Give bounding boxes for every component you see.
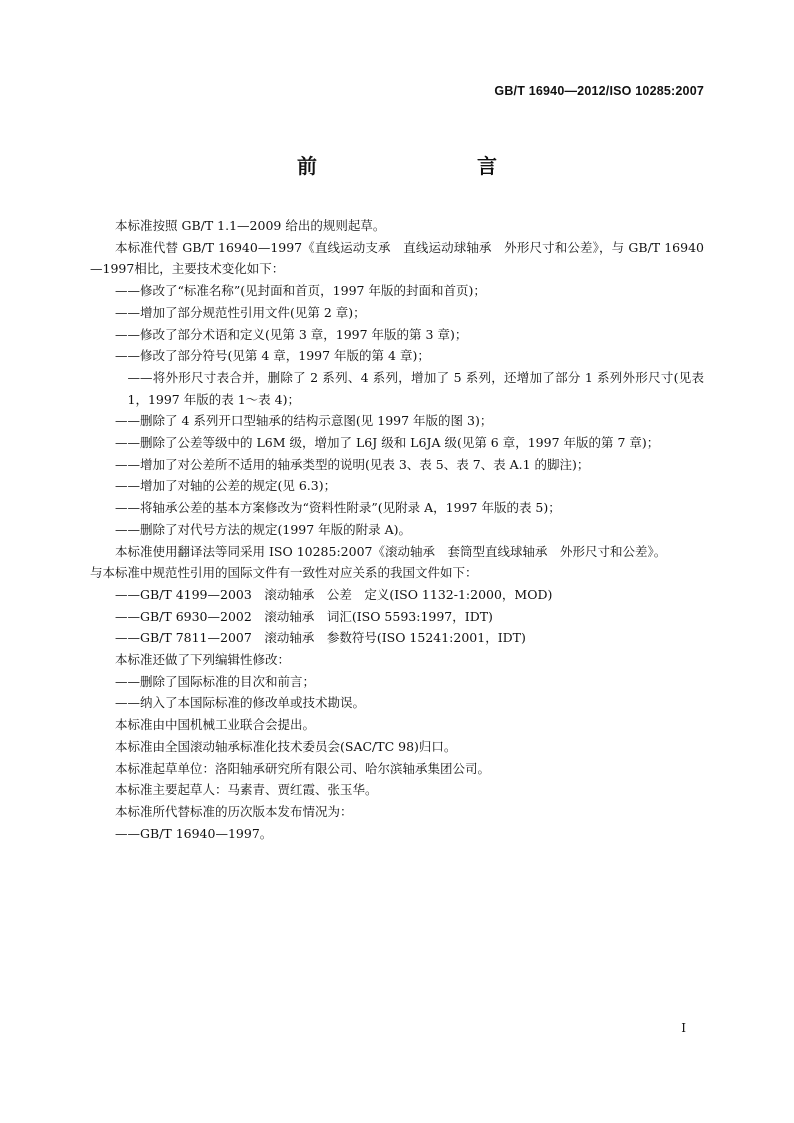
- list-item: ——GB/T 7811—2007 滚动轴承 参数符号(ISO 15241:2001，IDT): [115, 630, 526, 646]
- page-number: I: [681, 1021, 686, 1035]
- list-item: ——增加了对公差所不适用的轴承类型的说明(见表 3、表 5、表 7、表 A.1 的脚注)；: [115, 456, 590, 472]
- page-title: 前 言: [297, 154, 537, 178]
- list-item: ——增加了对轴的公差的规定(见 6.3)；: [115, 478, 337, 494]
- foreword-body: [90, 215, 704, 844]
- paragraph: 本标准代替 GB/T 16940—1997《直线运动支承 直线运动球轴承 外形尺寸和公差》，与 GB/T 16940—1997相比，主要技术变化如下：: [90, 239, 704, 277]
- list-item: ——删除了国际标准的目次和前言；: [115, 673, 316, 689]
- paragraph: 本标准由中国机械工业联合会提出。: [115, 717, 316, 733]
- list-item: ——删除了公差等级中的 L6M 级，增加了 L6J 级和 L6JA 级(见第 6 章，1997 年版的第 7 章)；: [115, 435, 660, 451]
- list-item: ——将外形尺寸表合并，删除了 2 系列、4 系列，增加了 5 系列，还增加了部分 1 系列外形尺寸(见表 1，1997 年版的表 1～表 4)；: [127, 369, 704, 407]
- list-item: ——修改了部分符号(见第 4 章，1997 年版的第 4 章)；: [115, 348, 430, 364]
- paragraph: 本标准使用翻译法等同采用 ISO 10285:2007《滚动轴承 套筒型直线球轴承 外形尺寸和公差》。: [115, 543, 667, 559]
- list-item: ——删除了 4 系列开口型轴承的结构示意图(见 1997 年版的图 3)；: [115, 413, 493, 429]
- paragraph: 本标准起草单位：洛阳轴承研究所有限公司、哈尔滨轴承集团公司。: [115, 760, 491, 776]
- list-item: ——GB/T 6930—2002 滚动轴承 词汇(ISO 5593:1997，IDT): [115, 608, 493, 624]
- paragraph: 本标准由全国滚动轴承标准化技术委员会(SAC/TC 98)归口。: [115, 738, 457, 754]
- paragraph: 本标准所代替标准的历次版本发布情况为：: [115, 803, 353, 819]
- list-item: ——GB/T 4199—2003 滚动轴承 公差 定义(ISO 1132-1:2000，MOD): [115, 586, 553, 602]
- paragraph: 本标准按照 GB/T 1.1—2009 给出的规则起草。: [115, 218, 386, 233]
- list-item: ——GB/T 16940—1997。: [115, 825, 273, 841]
- list-item: ——增加了部分规范性引用文件(见第 2 章)；: [115, 304, 366, 320]
- paragraph: 与本标准中规范性引用的国际文件有一致性对应关系的我国文件如下：: [90, 565, 478, 581]
- list-item: ——修改了“标准名称”(见封面和首页，1997 年版的封面和首页)；: [115, 283, 486, 299]
- list-item: ——将轴承公差的基本方案修改为“资料性附录”(见附录 A，1997 年版的表 5)；: [115, 500, 561, 516]
- standard-code: GB/T 16940—2012/ISO 10285:2007: [494, 84, 704, 98]
- list-item: ——修改了部分术语和定义(见第 3 章，1997 年版的第 3 章)；: [115, 326, 468, 342]
- list-item: ——删除了对代号方法的规定(1997 年版的附录 A)。: [115, 521, 412, 537]
- paragraph: 本标准还做了下列编辑性修改：: [115, 652, 291, 668]
- list-item: ——纳入了本国际标准的修改单或技术勘误。: [115, 695, 366, 711]
- paragraph: 本标准主要起草人：马素青、贾红霞、张玉华。: [115, 782, 378, 798]
